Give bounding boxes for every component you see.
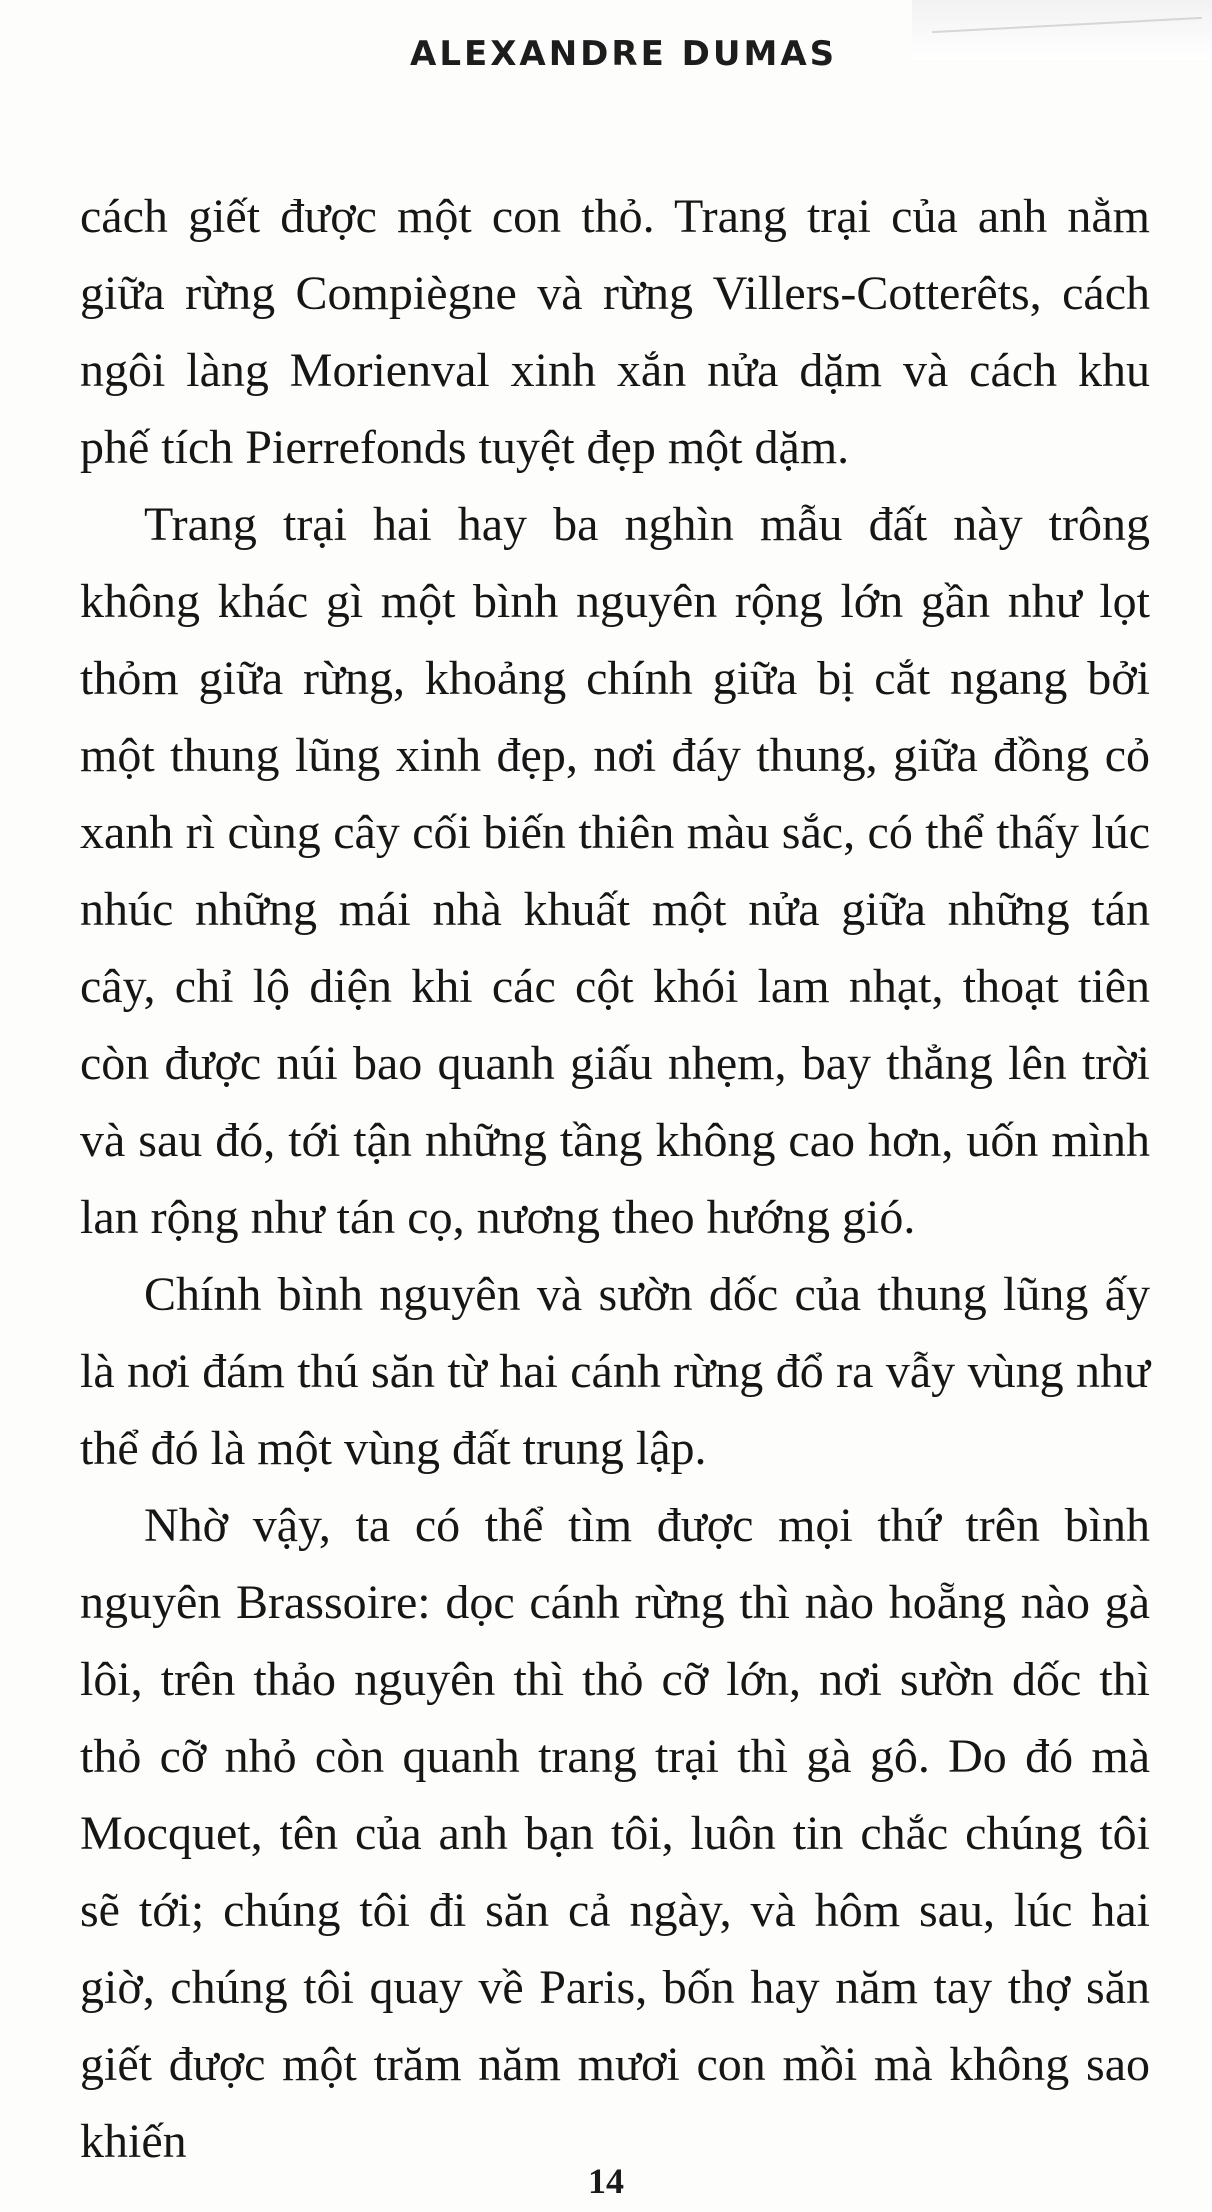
paragraph: Nhờ vậy, ta có thể tìm được mọi thứ trên bình nguyên Brassoire: dọc cánh rừng thì nào hoẵng nào gà lôi, trên thảo nguyên thì thỏ cỡ lớn, nơi sườn dốc thì thỏ cỡ nhỏ còn quanh trang trại thì gà gô. Do đó mà Mocquet, tên của anh bạn tôi, luôn tin chắc chúng tôi sẽ tới; chúng tôi đi săn cả ngày, và hôm sau, lúc hai giờ, chúng tôi quay về Paris, bốn hay năm tay thợ săn giết được một trăm năm mươi con mồi mà không sao khiến [80, 1499, 1150, 2168]
running-header: ALEXANDRE DUMAS [410, 34, 838, 74]
page-body [80, 178, 1150, 2180]
paragraph-continued: cách giết được một con thỏ. Trang trại của anh nằm giữa rừng Compiègne và rừng Villers-Cotterêts, cách ngôi làng Morienval xinh xắn nửa dặm và cách khu phế tích Pierrefonds tuyệt đẹp một dặm. [80, 190, 1150, 474]
paragraph: Chính bình nguyên và sườn dốc của thung lũng ấy là nơi đám thú săn từ hai cánh rừng đổ ra vẫy vùng như thể đó là một vùng đất trung lập. [80, 1268, 1150, 1475]
page-corner-shadow [912, 0, 1212, 60]
page-number: 14 [588, 2161, 624, 2201]
paragraph: Trang trại hai hay ba nghìn mẫu đất này trông không khác gì một bình nguyên rộng lớn gần như lọt thỏm giữa rừng, khoảng chính giữa bị cắt ngang bởi một thung lũng xinh đẹp, nơi đáy thung, giữa đồng cỏ xanh rì cùng cây cối biến thiên màu sắc, có thể thấy lúc nhúc những mái nhà khuất một nửa giữa những tán cây, chỉ lộ diện khi các cột khói lam nhạt, thoạt tiên còn được núi bao quanh giấu nhẹm, bay thẳng lên trời và sau đó, tới tận những tầng không cao hơn, uốn mình lan rộng như tán cọ, nương theo hướng gió. [80, 498, 1150, 1244]
